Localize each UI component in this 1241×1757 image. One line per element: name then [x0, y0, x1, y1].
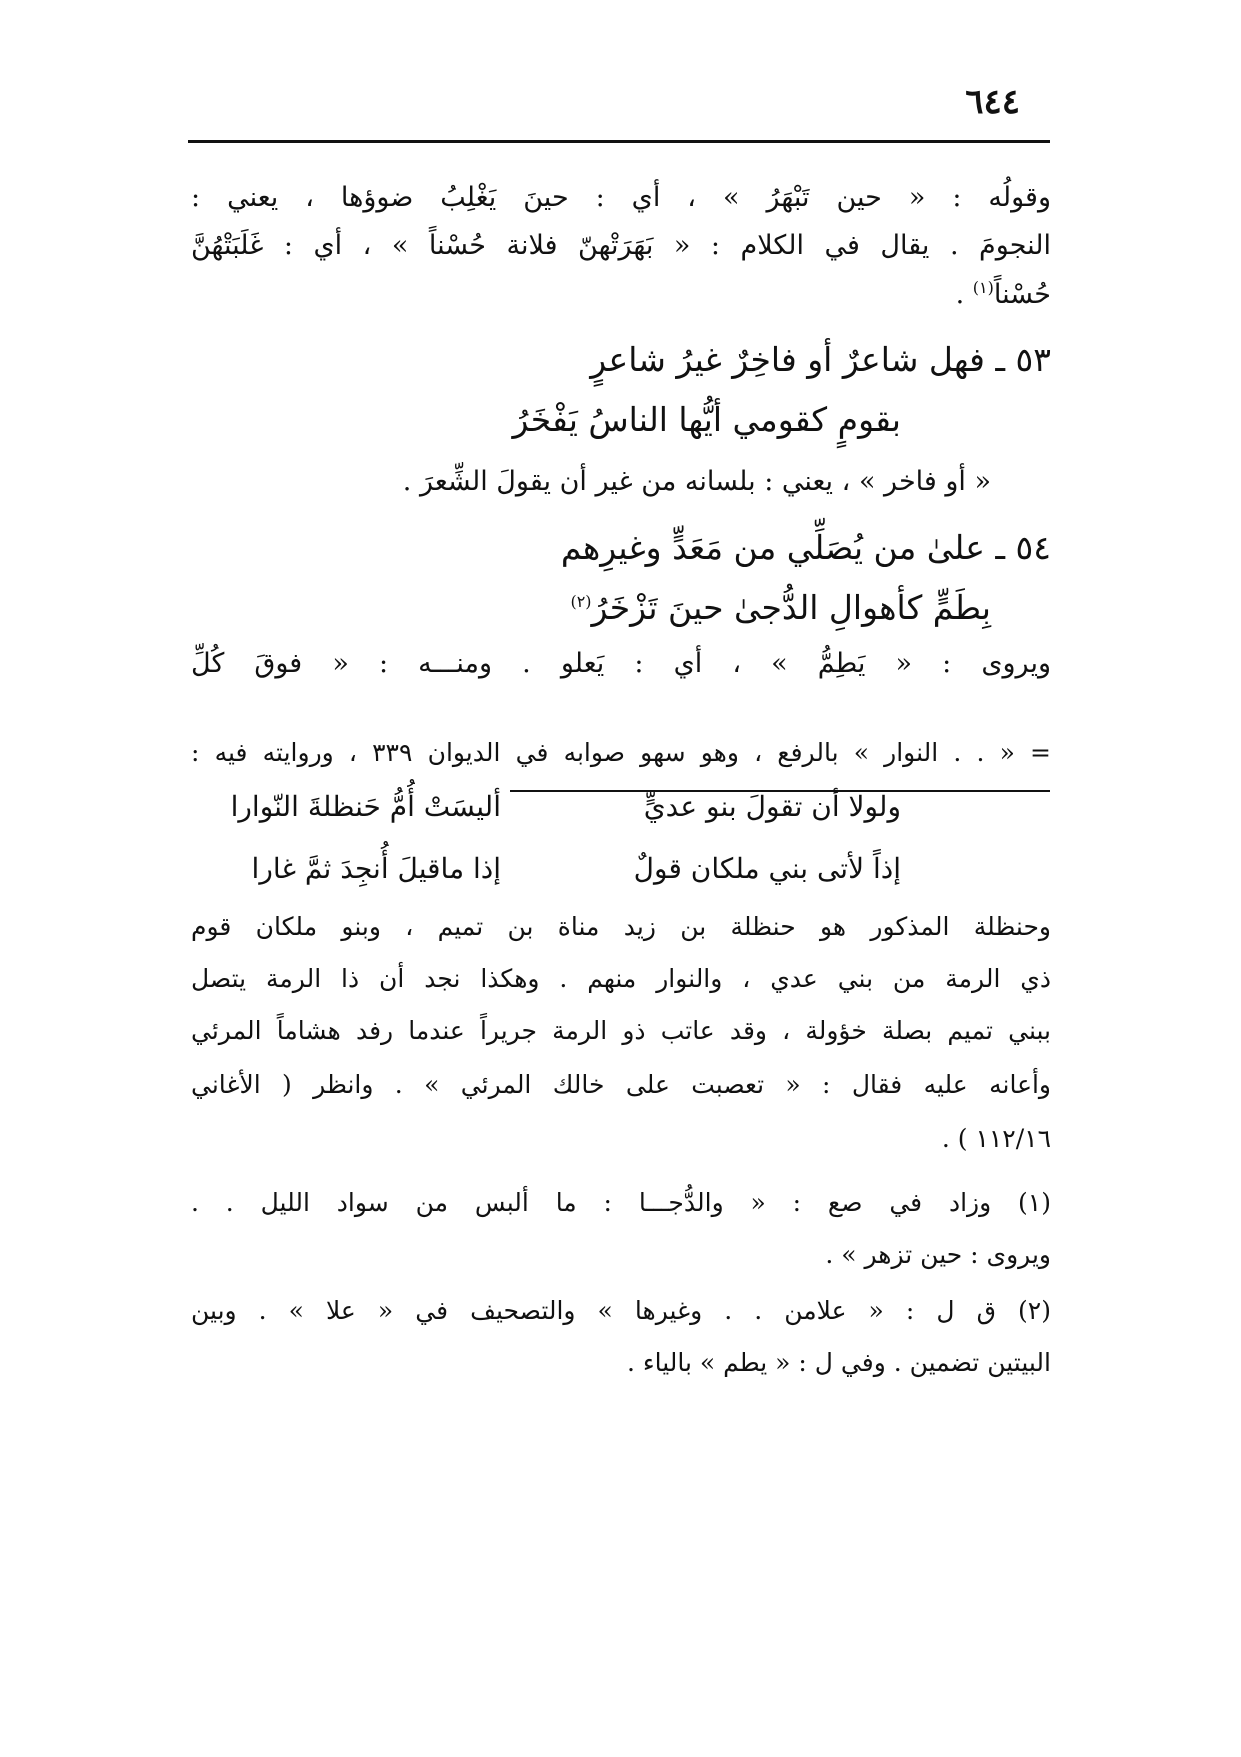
- footnote-2-line-2: البيتين تضمين . وفي ل : « يطم » بالياء .: [626, 1348, 1051, 1377]
- commentary-line-3: [956, 278, 1051, 310]
- note-line-4: وحنظلة المذكور هو حنظلة بن زيد مناة بن تميم ، وبنو ملكان قوم: [191, 912, 1051, 941]
- footnote-ref-2: (٢): [570, 592, 592, 611]
- note-line-7: وأعانه عليه فقال : « تعصبت على خالك المرئي » . وانظر ( الأغاني: [191, 1070, 1051, 1099]
- commentary-verse-53: « أو فاخر » ، يعني : بلسانه من غير أن يقولَ الشِّعرَ .: [402, 466, 991, 497]
- footnote-ref-1: (١): [972, 278, 994, 297]
- note-line-5: ذي الرمة من بني عدي ، والنوار منهم . وهكذا نجد أن ذا الرمة يتصل: [191, 964, 1051, 993]
- commentary-line-2: النجومَ . يقال في الكلام : « بَهَرَتْهنّ فلانة حُسْناً » ، أي : غَلَبَتْهُنَّ: [191, 230, 1051, 261]
- note-line-1: = « . . النوار » بالرفع ، وهو سهو صوابه في الديوان ٣٣٩ ، وروايته فيه :: [191, 738, 1051, 767]
- commentary-verse-54: ويروى : « يَطِمُّ » ، أي : يَعلو . ومنـــه : « فوقَ كُلِّ: [191, 648, 1051, 679]
- verse-54-first-hemistich: ٥٤ ـ علىٰ من يُصَلِّي من مَعَدٍّ وغيرِهم: [560, 528, 1051, 567]
- note-line-6: ببني تميم بصلة خؤولة ، وقد عاتب ذو الرمة جريراً عندما رفد هشاماً المرئي: [191, 1016, 1051, 1045]
- note-poem-1-hemistich-a: ولولا أن تقولَ بنو عديٍّ: [643, 790, 901, 823]
- commentary-line-1: وقولُه : « حين تَبْهَرُ » ، أي : حينَ يَغْلِبُ ضوؤها ، يعني :: [191, 182, 1051, 213]
- note-poem-2-hemistich-a: إذاً لأتى بني ملكان قولٌ: [633, 852, 901, 885]
- footnote-1-line-1: (١) وزاد في صع : « والدُّجـــا : ما ألبس من سواد الليل . .: [191, 1188, 1051, 1217]
- verse-53-first-hemistich: ٥٣ ـ فهل شاعرٌ أو فاخِرٌ غيرُ شاعرٍ: [590, 340, 1051, 379]
- page-number: ٦٤٤: [965, 82, 1020, 122]
- footnote-1-line-2: ويروى : حين تزهر » .: [825, 1240, 1051, 1269]
- note-poem-1-hemistich-b: أليسَتْ أُمُّ حَنظلةَ النّوارا: [230, 790, 501, 823]
- verse-54-second-hemistich: [570, 588, 991, 627]
- verse-53-second-hemistich: بقومٍ كقومي أيُّها الناسُ يَفْخَرُ: [512, 400, 901, 439]
- commentary-word: حُسْناً: [993, 279, 1051, 310]
- commentary-end: .: [955, 279, 973, 310]
- note-poem-2-hemistich-b: إذا ماقيلَ أُنجِدَ ثمَّ غارا: [251, 852, 501, 885]
- header-rule: [188, 140, 1050, 143]
- footnote-2-line-1: (٢) ق ل : « علامن . . وغيرها » والتصحيف في « علا » . وبين: [191, 1296, 1051, 1325]
- note-line-8: ١١٢/١٦ ) .: [941, 1124, 1051, 1153]
- verse-54-text: بِطَمٍّ كأهوالِ الدُّجىٰ حينَ تَزْخَرُ: [591, 588, 991, 627]
